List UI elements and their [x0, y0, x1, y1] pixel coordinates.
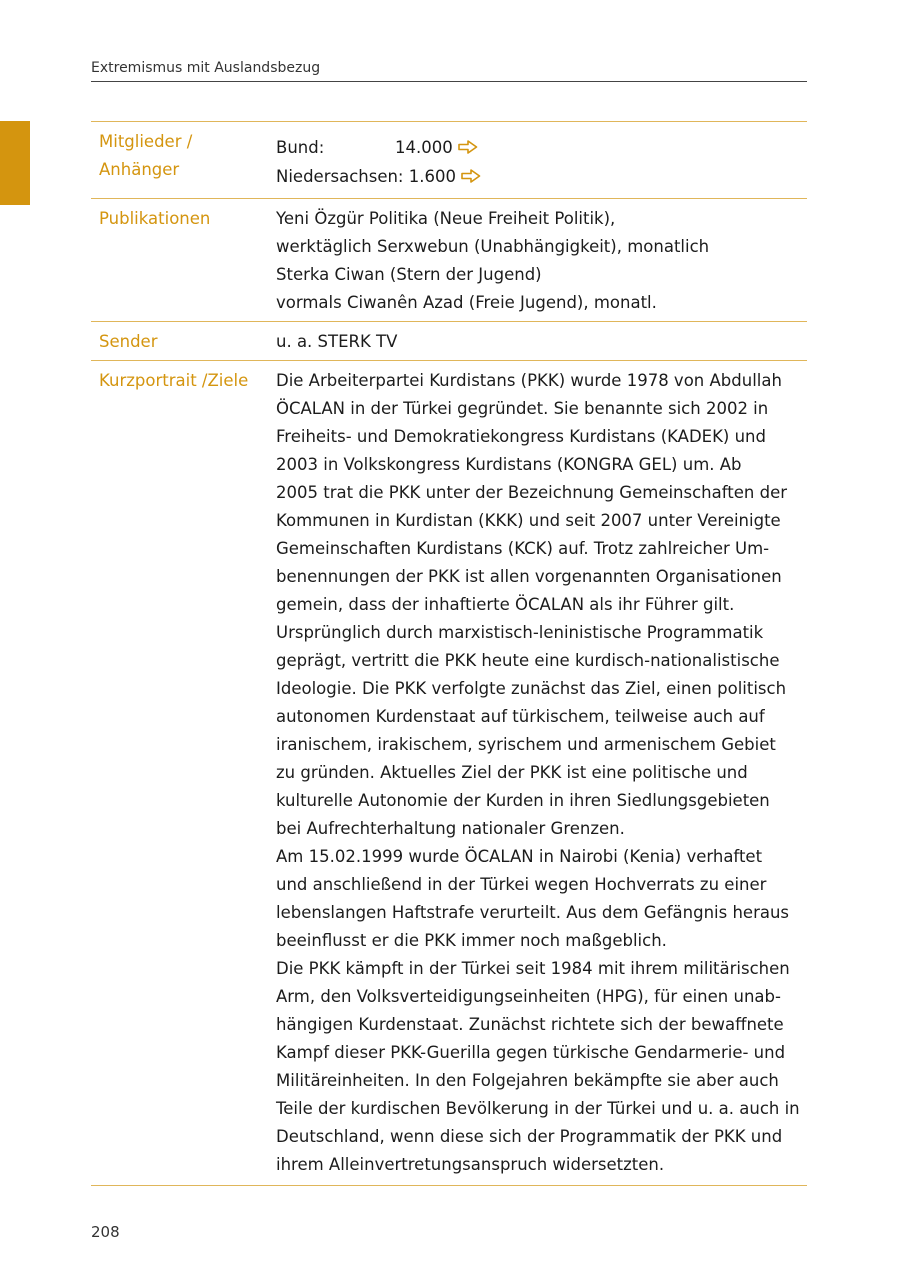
row-publications: [91, 199, 807, 322]
profile-line: benennungen der PKK ist allen vorgenannten Organisationen: [276, 567, 782, 586]
profile-line: 2003 in Volkskongress Kurdistans (KONGRA GEL) um. Ab: [276, 455, 742, 474]
profile-line: Militäreinheiten. In den Folgejahren bekämpfte sie aber auch: [276, 1071, 779, 1090]
profile-line: gemein, dass der inhaftierte ÖCALAN als ihr Führer gilt.: [276, 595, 735, 614]
members-count: 14.000: [395, 138, 453, 157]
row-profile: [91, 361, 807, 1186]
publications-content: [276, 205, 807, 317]
publication-line: Sterka Ciwan (Stern der Jugend): [276, 265, 542, 284]
profile-line: Deutschland, wenn diese sich der Programmatik der PKK und: [276, 1127, 783, 1146]
profile-line: bei Aufrechterhaltung nationaler Grenzen.: [276, 819, 625, 838]
profile-line: zu gründen. Aktuelles Ziel der PKK ist eine politische und: [276, 763, 748, 782]
profile-line: Ursprünglich durch marxistisch-leninistische Programmatik: [276, 623, 764, 642]
arrow-right-icon: [461, 164, 481, 192]
profile-line: kulturelle Autonomie der Kurden in ihren Siedlungsgebieten: [276, 791, 770, 810]
profile-line: Freiheits- und Demokratiekongress Kurdistans (KADEK) und: [276, 427, 766, 446]
profile-line: lebenslangen Haftstrafe verurteilt. Aus dem Gefängnis heraus: [276, 903, 790, 922]
page-number: 208: [91, 1223, 120, 1241]
profile-line: Kampf dieser PKK-Guerilla gegen türkische Gendarmerie- und: [276, 1043, 786, 1062]
profile-line: autonomen Kurdenstaat auf türkischem, teilweise auch auf: [276, 707, 765, 726]
profile-line: Die PKK kämpft in der Türkei seit 1984 mit ihrem militärischen: [276, 959, 790, 978]
profile-line: hängigen Kurdenstaat. Zunächst richtete sich der bewaffnete: [276, 1015, 784, 1034]
chapter-tab-marker: [0, 121, 30, 205]
profile-line: 2005 trat die PKK unter der Bezeichnung Gemeinschaften der: [276, 483, 788, 502]
profile-line: und anschließend in der Türkei wegen Hochverrats zu einer: [276, 875, 767, 894]
members-row-federal: [276, 134, 807, 163]
members-label-line: Anhänger: [99, 160, 180, 179]
fact-table: [91, 121, 807, 1186]
header-rule: [91, 81, 807, 82]
profile-content: [276, 367, 807, 1179]
profile-line: beeinflusst er die PKK immer noch maßgeblich.: [276, 931, 667, 950]
profile-line: geprägt, vertritt die PKK heute eine kurdisch-nationalistische: [276, 651, 780, 670]
broadcaster-value: u. a. STERK TV: [276, 332, 398, 351]
members-region: Niedersachsen:: [276, 167, 404, 186]
profile-line: ihrem Alleinvertretungsanspruch widersetzten.: [276, 1155, 665, 1174]
profile-line: iranischem, irakischem, syrischem und armenischem Gebiet: [276, 735, 776, 754]
broadcaster-label: Sender: [99, 332, 158, 351]
members-label-line: Mitglieder /: [99, 132, 193, 151]
publication-line: werktäglich Serxwebun (Unabhängigkeit), monatlich: [276, 237, 710, 256]
members-count: 1.600: [408, 167, 456, 186]
profile-line: Ideologie. Die PKK verfolgte zunächst das Ziel, einen politisch: [276, 679, 787, 698]
publication-line: vormals Ciwanên Azad (Freie Jugend), monatl.: [276, 293, 657, 312]
row-broadcaster: [91, 322, 807, 361]
profile-line: ÖCALAN in der Türkei gegründet. Sie benannte sich 2002 in: [276, 399, 769, 418]
profile-line: Kommunen in Kurdistan (KKK) und seit 2007 unter Vereinigte: [276, 511, 781, 530]
members-content: [276, 130, 807, 192]
row-members: [91, 122, 807, 199]
profile-line: Arm, den Volksverteidigungseinheiten (HPG), für einen unab-: [276, 987, 781, 1006]
broadcaster-content: [276, 328, 807, 356]
members-label: [99, 128, 192, 184]
profile-label: Kurzportrait /Ziele: [99, 371, 249, 390]
publications-label: Publikationen: [99, 209, 211, 228]
publication-line: Yeni Özgür Politika (Neue Freiheit Politik),: [276, 209, 616, 228]
members-row-lower-saxony: [276, 163, 807, 192]
profile-line: Am 15.02.1999 wurde ÖCALAN in Nairobi (Kenia) verhaftet: [276, 847, 763, 866]
profile-line: Gemeinschaften Kurdistans (KCK) auf. Trotz zahlreicher Um-: [276, 539, 770, 558]
arrow-right-icon: [458, 135, 478, 163]
profile-line: Teile der kurdischen Bevölkerung in der Türkei und u. a. auch in: [276, 1099, 800, 1118]
running-header: Extremismus mit Auslandsbezug: [91, 60, 321, 76]
profile-line: Die Arbeiterpartei Kurdistans (PKK) wurde 1978 von Abdullah: [276, 371, 782, 390]
members-region: Bund:: [276, 138, 325, 157]
